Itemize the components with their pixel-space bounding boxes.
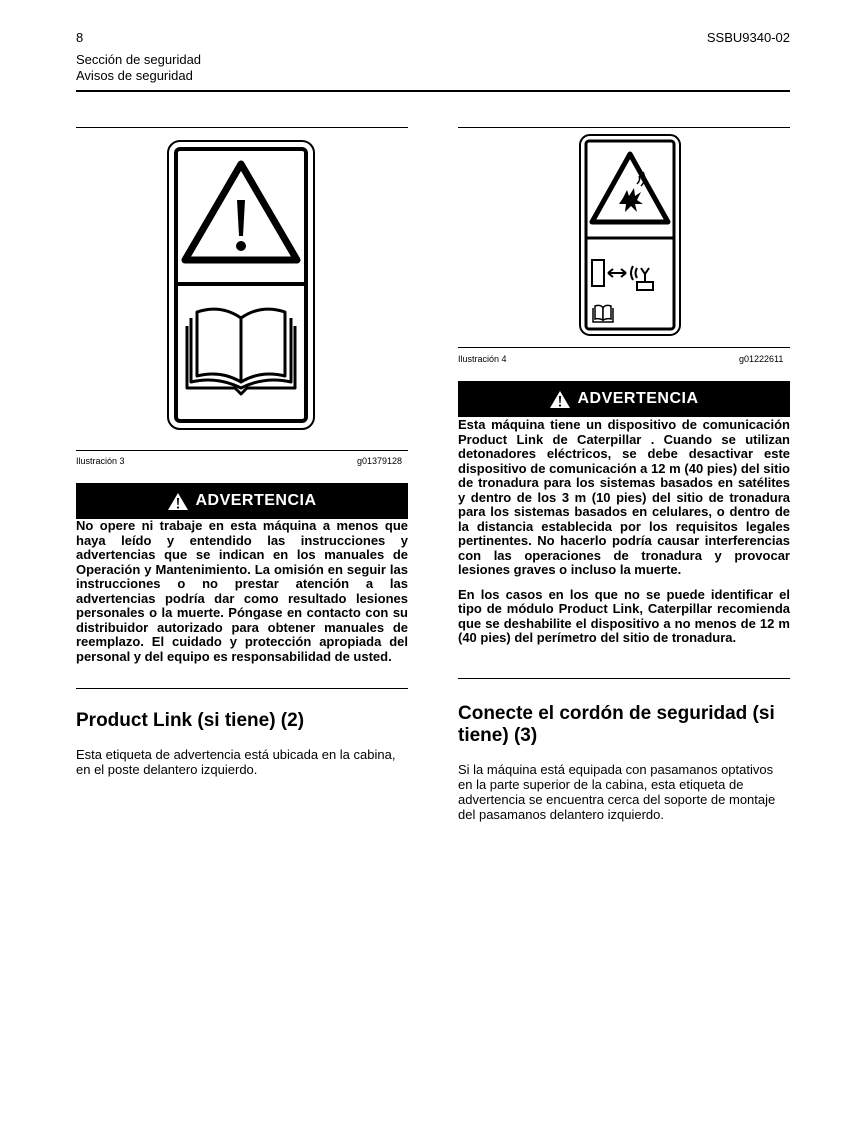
right-section-paragraph: Si la máquina está equipada con pasamanos optativos en la parte superior de la cabina, esta etiqueta de advertencia se encuentra cerca del soporte de montaje del pasamanos delantero izquierdo. [458,762,776,822]
page-number: 8 [76,30,84,45]
warning-alert-icon [549,390,571,409]
document-code: SSBU9340-02 [706,30,790,45]
manual-book-icon [593,305,613,322]
left-warning-paragraph: No opere ni trabaje en esta máquina a menos que haya leído y entendido las instrucciones y advertencias que se indican en los manuales de Operación y Mantenimiento. La omisión en seguir las instrucciones o no prestar atención a las advertencias podría dar como resultado lesiones personales o la muerte. Póngase en contacto con su distribuidor autorizado para obtener manuales de reemplazo. El cuidado y protección apropiada del personal y del equipo es responsabilidad de usted. [76,518,408,664]
right-section-body [458,762,778,822]
read-manual-safety-sign [167,140,315,430]
left-warning-text [76,519,408,664]
left-warning-banner [76,483,408,519]
right-warning-text [458,418,790,646]
right-top-rule [458,127,790,128]
right-section-title: Conecte el cordón de seguridad (si tiene) (3) [458,703,775,746]
left-top-rule [76,127,408,128]
open-book-icon [187,309,295,394]
left-warning-title: ADVERTENCIA [195,492,317,509]
right-warning-paragraph-2: En los casos en los que no se puede identificar el tipo de módulo Product Link, Caterpillar recomienda que se deshabilite el dispositivo a no menos de 12 m (40 pies) del perímetro del sitio de tronadura. [458,586,790,645]
section-heading: Sección de seguridad [76,52,202,67]
left-section-paragraph: Esta etiqueta de advertencia está ubicada en la cabina, en el poste delantero izquierdo. [76,747,396,777]
right-warning-bottom-rule [458,678,790,679]
left-illustration-rule [76,450,408,451]
illustration-3-label: Ilustración 3 [76,456,125,466]
left-section-body [76,747,396,777]
illustration-4-label: Ilustración 4 [458,354,507,364]
left-section-title: Product Link (si tiene) (2) [76,710,305,731]
illustration-4-code: g01222611 [739,354,784,364]
warning-alert-icon [167,492,189,511]
header-rule [76,90,790,92]
right-warning-paragraph-1: Esta máquina tiene un dispositivo de comunicación Product Link de Caterpillar . Cuando se utilizan detonadores eléctricos, se debe desactivar este dispositivo de comunicación a 12 m (40 pies) del sitio de tronadura para los sistemas basados en satélites y dentro de los 3 m (10 pies) del sitio de tronadura para los sistemas basados en celulares, o dentro de la distancia establecida por los requisitos legales pertinentes. No hacerlo podría causar interferencias con las operaciones de tronadura y provocar lesiones graves o incluso la muerte. [458,417,790,577]
product-link-safety-sign [579,134,681,336]
left-warning-bottom-rule [76,688,408,689]
right-warning-title: ADVERTENCIA [577,390,699,407]
subsection-heading: Avisos de seguridad [76,68,193,83]
right-warning-banner [458,381,790,417]
illustration-3-code: g01379128 [357,456,403,466]
right-illustration-rule [458,347,790,348]
